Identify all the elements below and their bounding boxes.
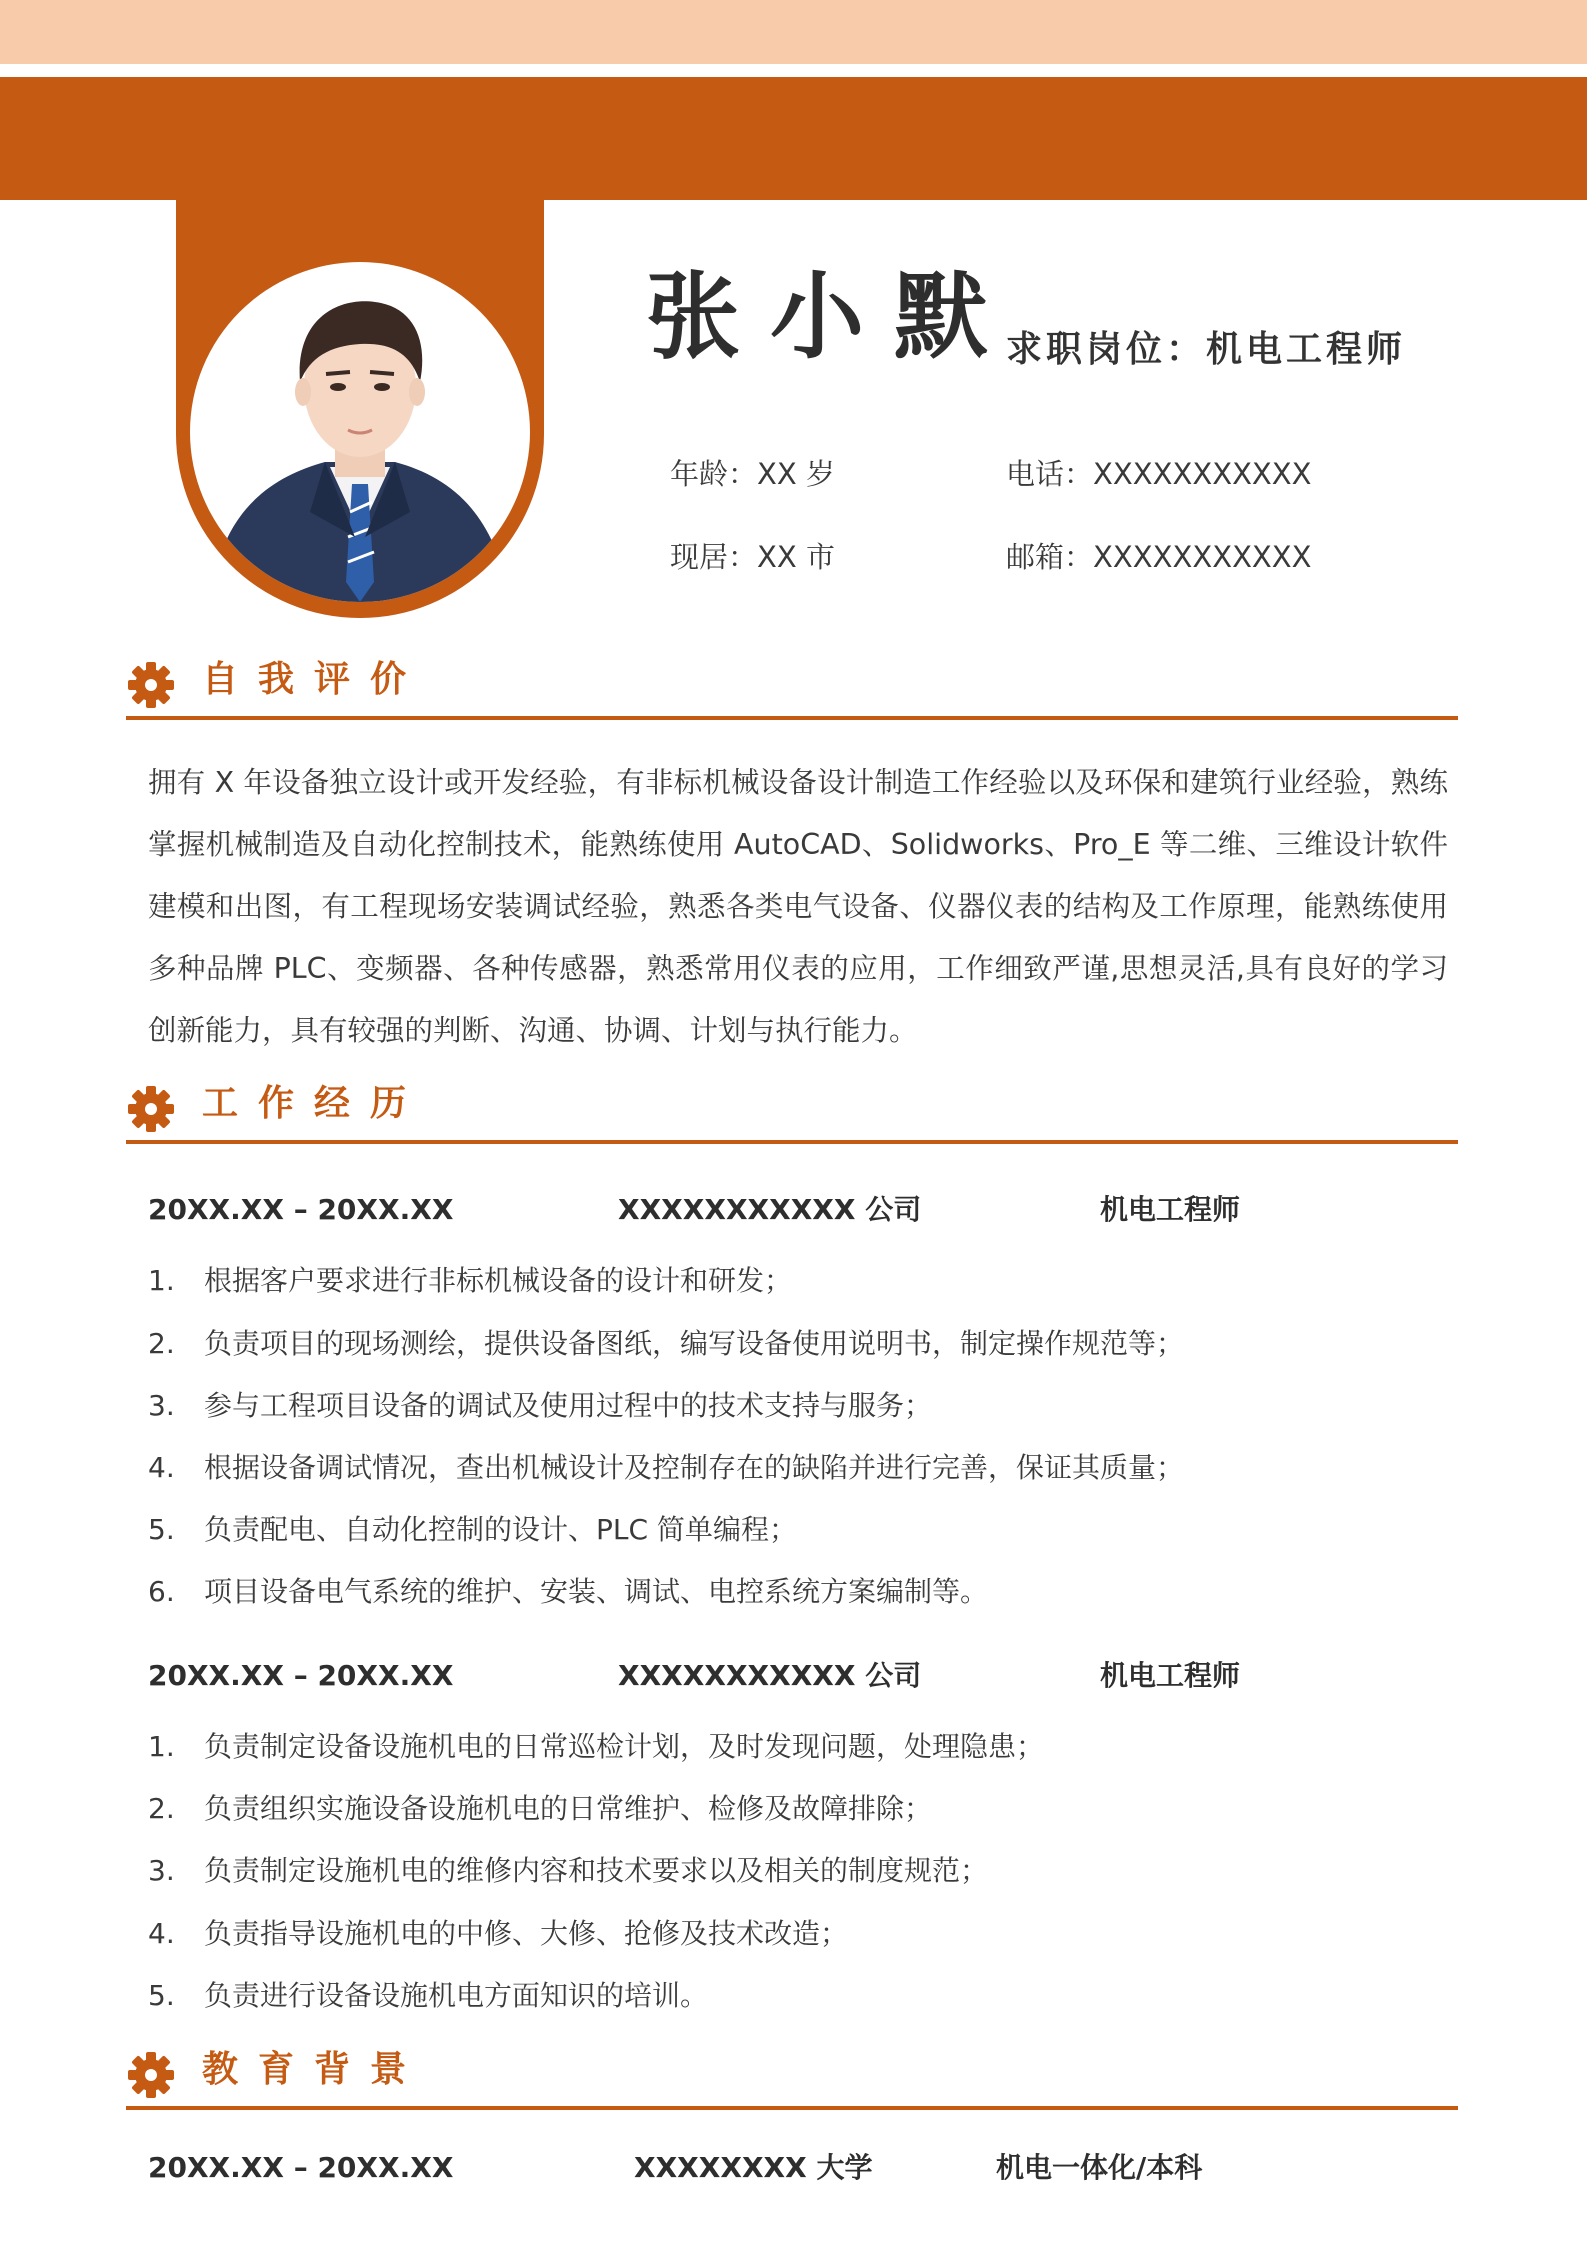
duty-text: 负责组织实施设备设施机电的日常维护、检修及故障排除； — [204, 1792, 933, 1825]
job-company: XXXXXXXXXXX 公司 — [618, 1659, 922, 1692]
job-header — [0, 1190, 1587, 1230]
duty-item — [148, 1451, 1185, 1484]
duty-item — [148, 1917, 849, 1950]
self-eval-text: 拥有 X 年设备独立设计或开发经验，有非标机械设备设计制造工作经验以及环保和建筑行业经验，熟练掌握机械制造及自动化控制技术，能熟练使用 AutoCAD、Solidworks、Pro_E 等二维、三维设计软件建模和出图，有工程现场安装调试经验，熟悉各类电气设备、仪器仪表的结构及工作原理，能熟练使用多种品牌 PLC、变频器、各种传感器，熟悉常用仪表的应用，工作细致严谨,思想灵活,具有良好的学习创新能力，具有较强的判断、沟通、协调、计划与执行能力。 — [148, 766, 1448, 1047]
duty-number: 5. — [148, 1979, 175, 2012]
duty-number: 5. — [148, 1513, 175, 1546]
duty-number: 4. — [148, 1917, 175, 1950]
education-school: XXXXXXXX 大学 — [634, 2151, 873, 2184]
duty-text: 负责制定设备设施机电的日常巡检计划，及时发现问题，处理隐患； — [204, 1730, 1045, 1763]
education-period: 20XX.XX – 20XX.XX — [148, 2151, 454, 2184]
duty-item — [148, 1513, 797, 1546]
duty-text: 负责制定设施机电的维修内容和技术要求以及相关的制度规范； — [204, 1854, 989, 1887]
job-header — [0, 1656, 1587, 1696]
duty-number: 6. — [148, 1575, 175, 1608]
duty-item — [148, 1792, 933, 1825]
section-divider — [126, 1140, 1458, 1144]
duty-item — [148, 1730, 1045, 1763]
duty-number: 2. — [148, 1327, 175, 1360]
portrait-illustration — [190, 262, 530, 602]
duty-number: 1. — [148, 1730, 175, 1763]
section-title-work: 工作经历 — [202, 1083, 427, 1124]
duty-text: 根据客户要求进行非标机械设备的设计和研发； — [204, 1264, 793, 1297]
duty-item — [148, 1979, 709, 2012]
gear-icon — [126, 1084, 176, 1134]
header-band — [0, 77, 1587, 200]
section-divider — [126, 716, 1458, 720]
duty-text: 参与工程项目设备的调试及使用过程中的技术支持与服务； — [204, 1389, 933, 1422]
duty-number: 3. — [148, 1389, 175, 1422]
section-title-education: 教育背景 — [202, 2049, 427, 2090]
header-top-strip — [0, 0, 1587, 64]
section-title-self-eval: 自我评价 — [202, 659, 427, 700]
gear-icon — [126, 660, 176, 710]
job-position: 机电工程师 — [1100, 1659, 1241, 1692]
job-target: 求职岗位：机电工程师 — [1006, 329, 1407, 370]
duty-text: 负责进行设备设施机电方面知识的培训。 — [204, 1979, 709, 2012]
job-period: 20XX.XX – 20XX.XX — [148, 1193, 454, 1226]
duty-item — [148, 1389, 933, 1422]
job-period: 20XX.XX – 20XX.XX — [148, 1659, 454, 1692]
duty-item — [148, 1854, 989, 1887]
email-info: 邮箱：XXXXXXXXXXX — [1006, 540, 1312, 574]
phone-info: 电话：XXXXXXXXXXX — [1006, 457, 1312, 491]
duty-text: 负责项目的现场测绘，提供设备图纸，编写设备使用说明书，制定操作规范等； — [204, 1327, 1185, 1360]
residence-info: 现居：XX 市 — [670, 540, 835, 574]
duty-number: 4. — [148, 1451, 175, 1484]
job-company: XXXXXXXXXXX 公司 — [618, 1193, 922, 1226]
section-header-work — [126, 1080, 1458, 1136]
education-major: 机电一体化/本科 — [996, 2151, 1203, 2184]
age-info: 年龄：XX 岁 — [670, 457, 835, 491]
duty-item — [148, 1327, 1185, 1360]
section-header-education — [126, 2046, 1458, 2102]
section-divider — [126, 2106, 1458, 2110]
duty-text: 负责指导设施机电的中修、大修、抢修及技术改造； — [204, 1917, 849, 1950]
duty-number: 3. — [148, 1854, 175, 1887]
avatar — [190, 262, 530, 602]
duty-text: 项目设备电气系统的维护、安装、调试、电控系统方案编制等。 — [204, 1575, 989, 1608]
duty-text: 负责配电、自动化控制的设计、PLC 简单编程； — [204, 1513, 797, 1546]
education-row — [0, 2148, 1587, 2188]
duty-item — [148, 1575, 989, 1608]
duty-number: 2. — [148, 1792, 175, 1825]
candidate-name: 张小默 — [646, 262, 1019, 372]
job-position: 机电工程师 — [1100, 1193, 1241, 1226]
duty-text: 根据设备调试情况，查出机械设计及控制存在的缺陷并进行完善，保证其质量； — [204, 1451, 1185, 1484]
section-header-self-eval — [126, 656, 1458, 712]
gear-icon — [126, 2050, 176, 2100]
duty-number: 1. — [148, 1264, 175, 1297]
duty-item — [148, 1264, 793, 1297]
